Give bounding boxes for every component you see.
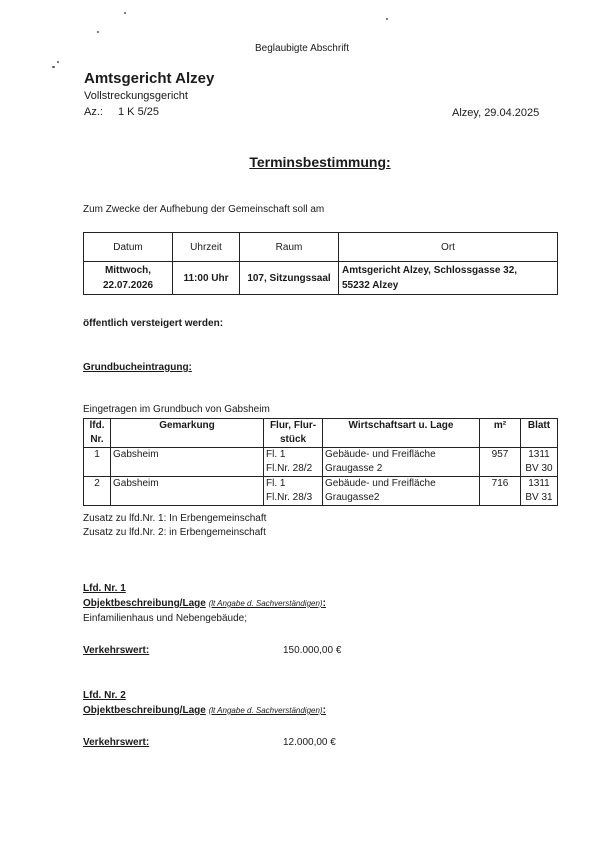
table-header-row [84, 419, 558, 448]
object-description-colon: : [322, 598, 326, 609]
verkehrswert-value: 12.000,00 € [283, 737, 336, 748]
row-wirtschaftsart [323, 448, 480, 477]
termin-ort-line2: 55232 Alzey [342, 280, 399, 291]
row-flur-line1: Fl. 1 [266, 478, 286, 489]
page-title: Terminsbestimmung: [249, 154, 391, 170]
row-flur [264, 448, 323, 477]
object-description-note: (lt Angabe d. Sachverständigen) [208, 599, 323, 608]
verkehrswert-label: Verkehrswert: [83, 737, 150, 748]
column-header: Blatt [521, 419, 558, 448]
file-number-label: Az.: [84, 106, 103, 118]
column-header: Raum [240, 233, 339, 262]
scan-speck [97, 31, 99, 33]
versteigert-text: öffentlich versteigert werden: [83, 318, 224, 329]
termin-date: 22.07.2026 [102, 280, 154, 291]
intro-text: Zum Zwecke der Aufhebung der Gemeinschaft soll am [83, 204, 325, 215]
column-header-flur: Flur, Flur- [269, 420, 317, 431]
verkehrswert-value: 150.000,00 € [283, 645, 342, 656]
row-art-line2: Graugasse2 [325, 492, 380, 503]
column-header-nr: Nr. [90, 434, 104, 445]
row-art-line1: Gebäude- und Freifläche [325, 449, 436, 460]
termin-datum [84, 262, 173, 295]
table-header-row [84, 233, 558, 262]
termin-raum: 107, Sitzungssaal [240, 262, 339, 295]
court-department: Vollstreckungsgericht [84, 90, 188, 102]
column-header-lfd: lfd. [89, 420, 105, 431]
termin-ort-line1: Amtsgericht Alzey, Schlossgasse 32, [342, 265, 518, 276]
termin-table [83, 232, 558, 295]
row-blatt [521, 448, 558, 477]
column-header [264, 419, 323, 448]
row-flur-line2: Fl.Nr. 28/2 [266, 463, 313, 474]
object-description-label: Objektbeschreibung/Lage [83, 598, 206, 609]
row-gemarkung: Gabsheim [111, 477, 264, 506]
row-flur-line1: Fl. 1 [266, 449, 286, 460]
row-blatt [521, 477, 558, 506]
table-row [84, 262, 558, 295]
object-number: Lfd. Nr. 2 [83, 690, 126, 701]
object-description-heading [83, 705, 326, 716]
scan-speck [57, 61, 59, 63]
column-header: Datum [84, 233, 173, 262]
verkehrswert-label: Verkehrswert: [83, 645, 150, 656]
row-m2: 716 [480, 477, 521, 506]
scan-speck [386, 18, 388, 20]
object-description-heading [83, 598, 326, 609]
scan-speck [124, 12, 126, 14]
row-blatt-line1: 1311 [528, 449, 550, 460]
row-blatt-line2: BV 31 [525, 492, 553, 503]
row-flur-line2: Fl.Nr. 28/3 [266, 492, 313, 503]
file-number: 1 K 5/25 [118, 106, 159, 118]
row-flur [264, 477, 323, 506]
table-row [84, 448, 558, 477]
column-header-stueck: stück [279, 434, 307, 445]
object-description-colon: : [322, 705, 326, 716]
column-header: Ort [339, 233, 558, 262]
termin-uhrzeit: 11:00 Uhr [173, 262, 240, 295]
object-description-label: Objektbeschreibung/Lage [83, 705, 206, 716]
row-wirtschaftsart [323, 477, 480, 506]
row-art-line1: Gebäude- und Freifläche [325, 478, 436, 489]
row-blatt-line1: 1311 [528, 478, 550, 489]
column-header: Gemarkung [111, 419, 264, 448]
document-type: Beglaubigte Abschrift [255, 43, 349, 54]
court-name: Amtsgericht Alzey [84, 70, 215, 87]
row-blatt-line2: BV 30 [525, 463, 553, 474]
eingetragen-text: Eingetragen im Grundbuch von Gabsheim [83, 404, 270, 415]
place-date: Alzey, 29.04.2025 [452, 107, 540, 119]
zusatz-line: Zusatz zu lfd.Nr. 2: in Erbengemeinschaft [83, 527, 266, 538]
zusatz-line: Zusatz zu lfd.Nr. 1: In Erbengemeinschaft [83, 513, 267, 524]
object-description-note: (lt Angabe d. Sachverständigen) [208, 706, 323, 715]
column-header: Wirtschaftsart u. Lage [323, 419, 480, 448]
row-gemarkung: Gabsheim [111, 448, 264, 477]
termin-ort [339, 262, 558, 295]
object-number: Lfd. Nr. 1 [83, 583, 126, 594]
row-art-line2: Graugasse 2 [325, 463, 383, 474]
object-description-text: Einfamilienhaus und Nebengebäude; [83, 613, 248, 624]
row-nr: 1 [84, 448, 111, 477]
column-header: Uhrzeit [173, 233, 240, 262]
table-row [84, 477, 558, 506]
grundbuch-table [83, 418, 558, 506]
row-m2: 957 [480, 448, 521, 477]
column-header [84, 419, 111, 448]
grundbuch-heading: Grundbucheintragung: [83, 362, 192, 373]
scan-speck [52, 66, 55, 68]
row-nr: 2 [84, 477, 111, 506]
column-header: m² [480, 419, 521, 448]
termin-weekday: Mittwoch, [104, 265, 152, 276]
